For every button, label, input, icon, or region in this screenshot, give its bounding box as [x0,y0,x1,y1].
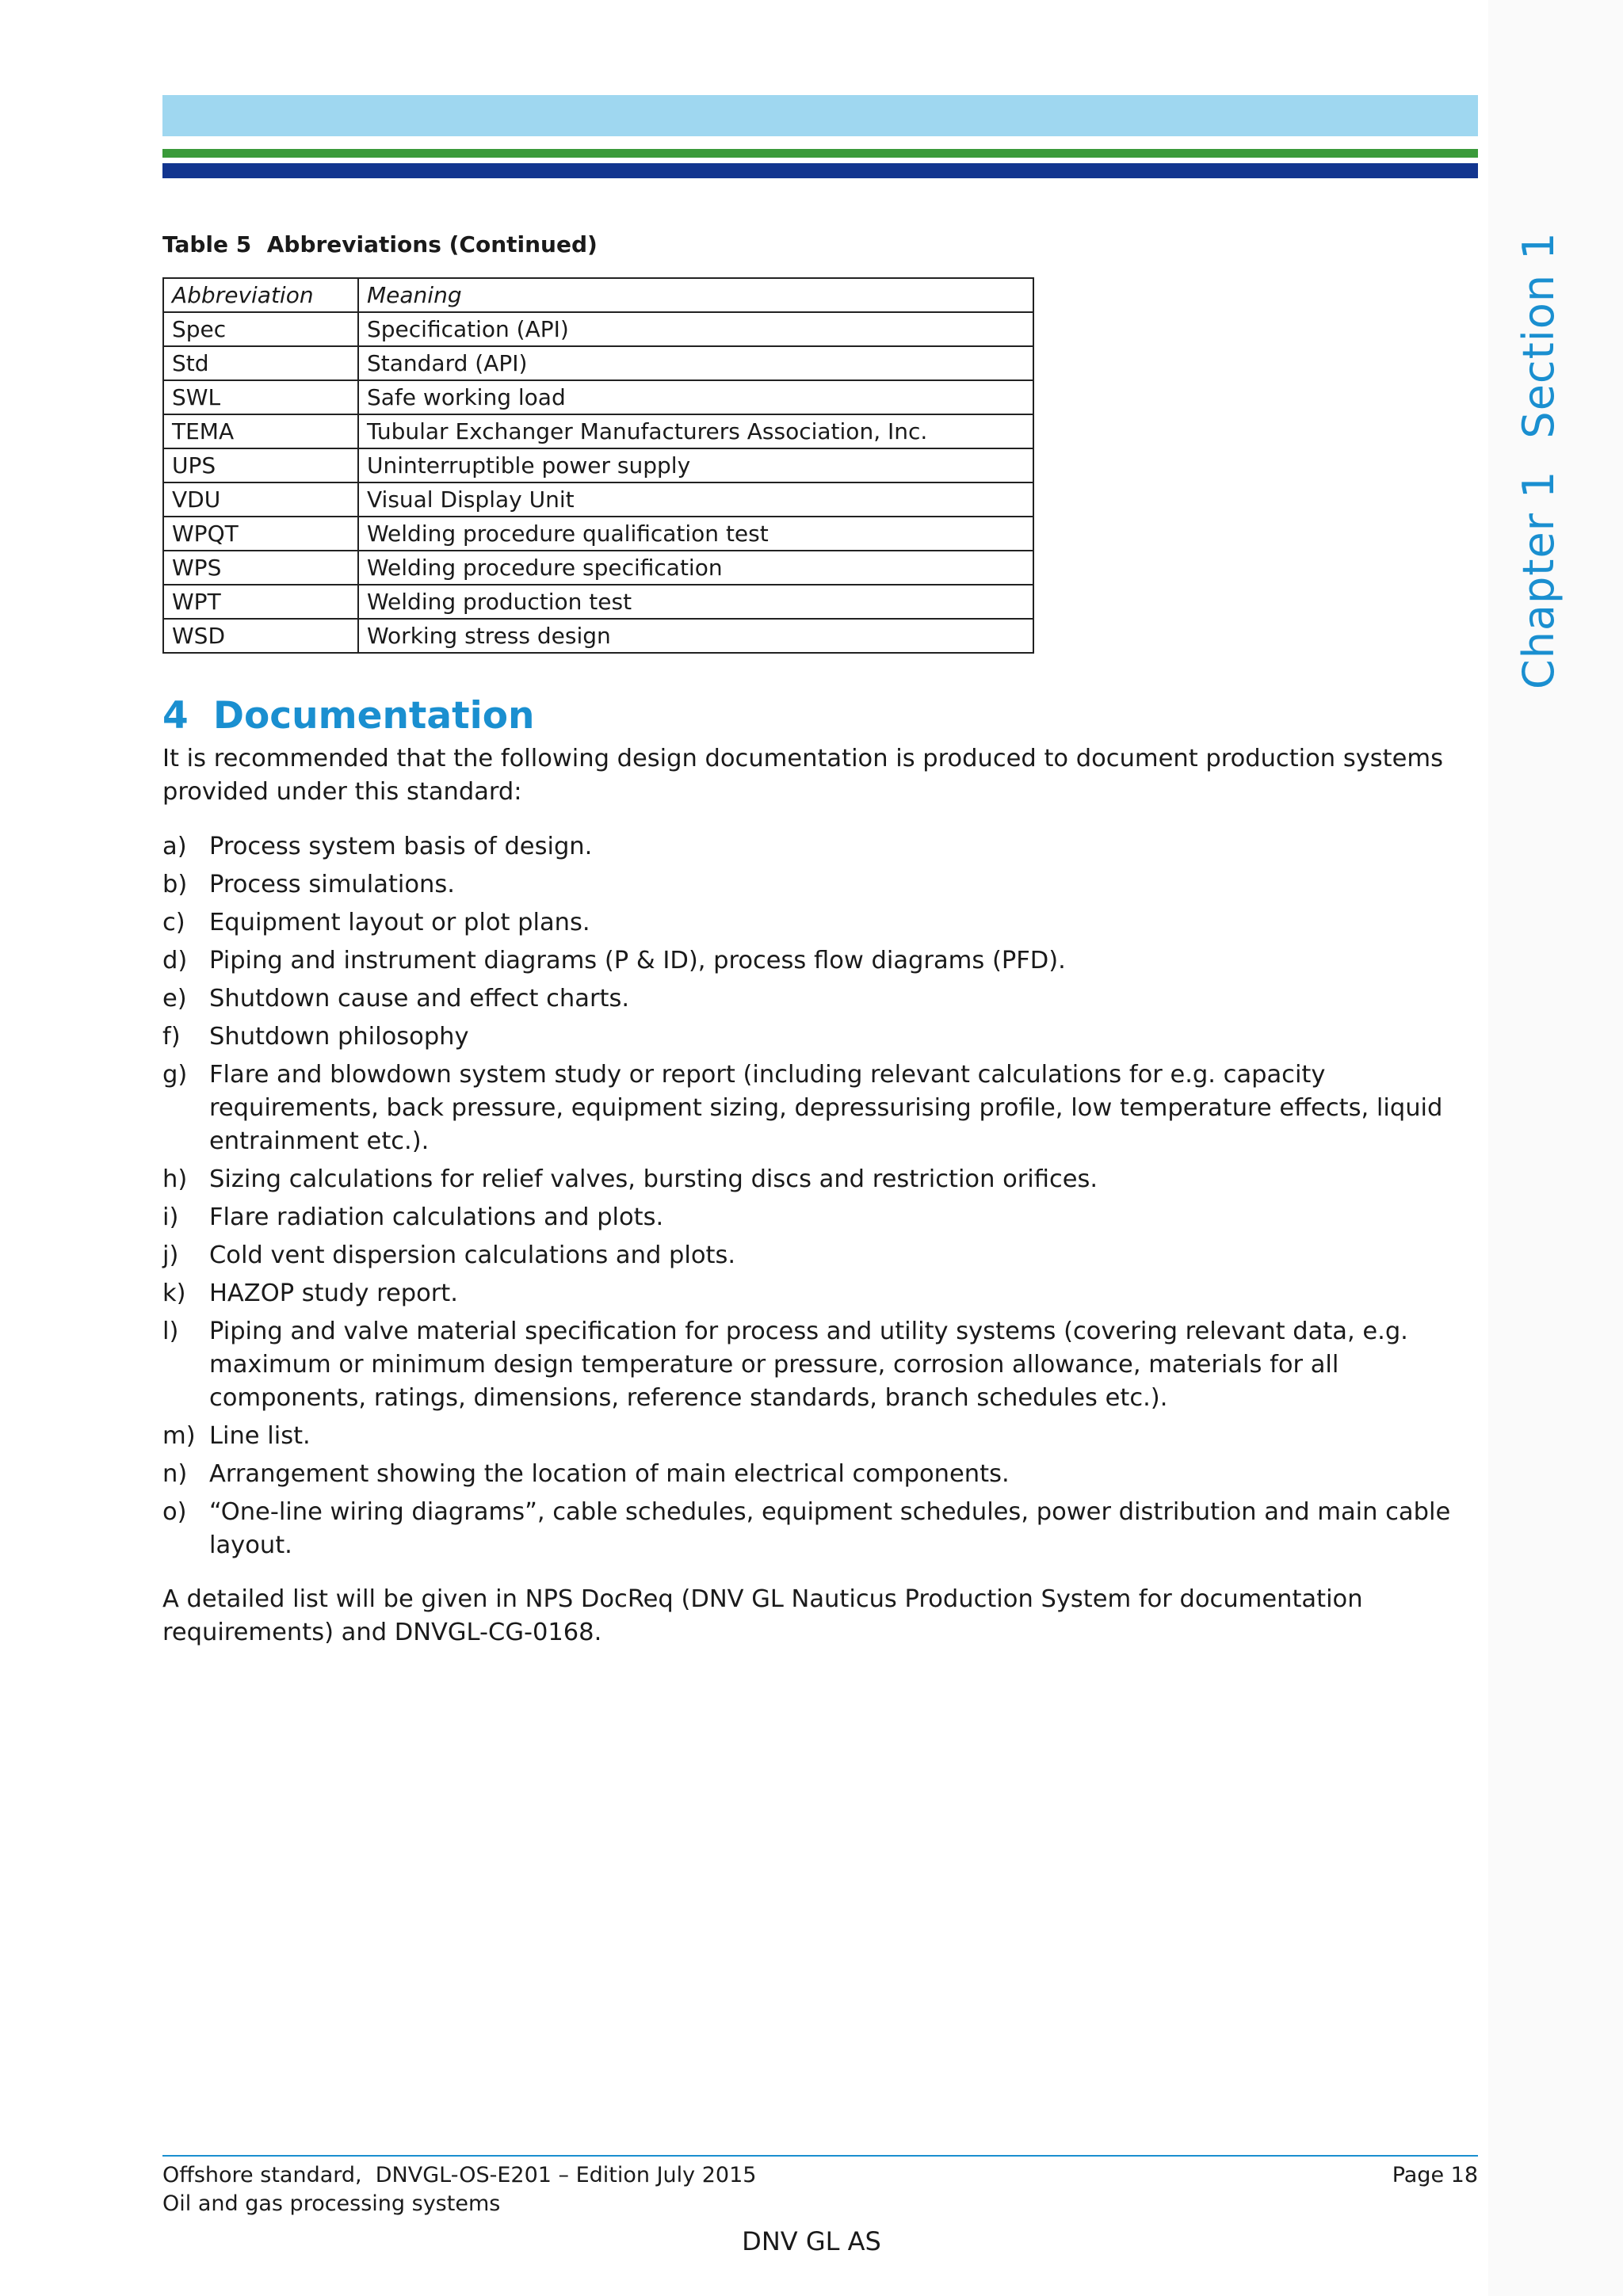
table-row [163,448,1033,482]
list-text: Process simulations. [209,871,455,898]
footer-standard-line: Offshore standard, DNVGL-OS-E201 – Edition July 2015 [162,2163,757,2187]
list-marker: h) [162,1165,188,1193]
cell-meaning: Safe working load [358,380,1033,414]
table-row [163,517,1033,551]
side-label-chapter: Chapter 1 [1514,470,1564,689]
cell-meaning: Uninterruptible power supply [358,448,1033,482]
list-item [162,1458,1478,1491]
list-marker: l) [162,1318,179,1345]
table-row [163,619,1033,653]
list-marker: d) [162,947,188,974]
list-marker: e) [162,985,187,1013]
list-marker: o) [162,1498,187,1526]
list-text: Sizing calculations for relief valves, bursting discs and restriction orifices. [209,1165,1098,1193]
list-marker: b) [162,871,188,898]
list-text: Arrangement showing the location of main electrical components. [209,1460,1010,1488]
company-name: DNV GL AS [742,2226,881,2256]
list-item [162,1201,1478,1234]
header-meaning: Meaning [358,278,1033,312]
cell-abbreviation: SWL [163,380,358,414]
table-row [163,414,1033,448]
cell-abbreviation: WPQT [163,517,358,551]
table-row [163,482,1033,517]
footer-divider [162,2155,1478,2157]
list-item [162,1239,1478,1272]
cell-abbreviation: WPS [163,551,358,585]
list-item [162,1420,1478,1453]
table-row [163,551,1033,585]
list-marker: f) [162,1023,181,1051]
list-item [162,830,1478,864]
cell-meaning: Tubular Exchanger Manufacturers Association, Inc. [358,414,1033,448]
list-item [162,868,1478,902]
cell-meaning: Specification (API) [358,312,1033,346]
list-marker: n) [162,1460,188,1488]
cell-abbreviation: UPS [163,448,358,482]
cell-meaning: Visual Display Unit [358,482,1033,517]
page-number: Page 18 [1392,2163,1478,2187]
cell-meaning: Welding procedure specification [358,551,1033,585]
list-text: Flare radiation calculations and plots. [209,1203,664,1231]
list-text: Equipment layout or plot plans. [209,909,590,936]
list-item [162,1163,1478,1196]
section-number: 4 [162,694,189,738]
cell-abbreviation: Spec [163,312,358,346]
footer-title-line: Oil and gas processing systems [162,2191,501,2216]
header-band-dark-blue [162,163,1478,178]
list-text: Shutdown cause and effect charts. [209,985,630,1013]
table-row [163,346,1033,380]
section-title: Documentation [213,694,535,738]
list-marker: k) [162,1280,186,1307]
cell-abbreviation: TEMA [163,414,358,448]
list-item [162,1058,1478,1158]
closing-paragraph: A detailed list will be given in NPS DocReq (DNV GL Nauticus Production System for documentation requirements) and DNVGL-CG-0168. [162,1585,1363,1646]
list-text: Process system basis of design. [209,833,593,860]
cell-abbreviation: Std [163,346,358,380]
list-text: Flare and blowdown system study or report (including relevant calculations for e.g. capacity requirements, back pressure, equipment sizing, depressurising profile, low temperature effects, liquid entrainment etc.). [209,1061,1443,1155]
table-row [163,312,1033,346]
header-band-light-blue [162,95,1478,136]
cell-meaning: Welding procedure qualification test [358,517,1033,551]
cell-meaning: Welding production test [358,585,1033,619]
intro-paragraph: It is recommended that the following design documentation is produced to document production systems provided under this standard: [162,745,1443,806]
list-marker: m) [162,1422,196,1450]
list-item [162,944,1478,978]
list-marker: j) [162,1241,179,1269]
list-item [162,906,1478,940]
table-caption: Table 5 Abbreviations (Continued) [162,231,598,257]
list-item [162,1315,1478,1415]
list-item [162,982,1478,1016]
table-row [163,380,1033,414]
list-text: HAZOP study report. [209,1280,458,1307]
list-item [162,1277,1478,1310]
side-label-section: Section 1 [1514,231,1564,439]
cell-abbreviation: WSD [163,619,358,653]
list-text: Piping and valve material specification for process and utility systems (covering relevant data, e.g. maximum or minimum design temperature or pressure, corrosion allowance, materials for all components, ratings, dimensions, reference standards, branch schedules etc.). [209,1318,1408,1412]
cell-abbreviation: VDU [163,482,358,517]
side-chapter-section-label [1514,231,1564,689]
list-item [162,1020,1478,1054]
table-header-row [163,278,1033,312]
list-marker: c) [162,909,185,936]
header-band-green [162,149,1478,158]
list-text: Line list. [209,1422,311,1450]
table-row [163,585,1033,619]
abbreviations-table [162,277,1034,654]
list-marker: g) [162,1061,188,1089]
list-marker: i) [162,1203,179,1231]
list-item [162,1496,1478,1562]
list-text: Piping and instrument diagrams (P & ID), process flow diagrams (PFD). [209,947,1066,974]
cell-meaning: Working stress design [358,619,1033,653]
list-text: Cold vent dispersion calculations and plots. [209,1241,736,1269]
header-abbreviation: Abbreviation [163,278,358,312]
cell-meaning: Standard (API) [358,346,1033,380]
documentation-list [162,830,1478,1567]
list-text: Shutdown philosophy [209,1023,469,1051]
cell-abbreviation: WPT [163,585,358,619]
list-marker: a) [162,833,187,860]
list-text: “One-line wiring diagrams”, cable schedules, equipment schedules, power distribution and main cable layout. [209,1498,1451,1559]
section-heading [162,694,534,738]
